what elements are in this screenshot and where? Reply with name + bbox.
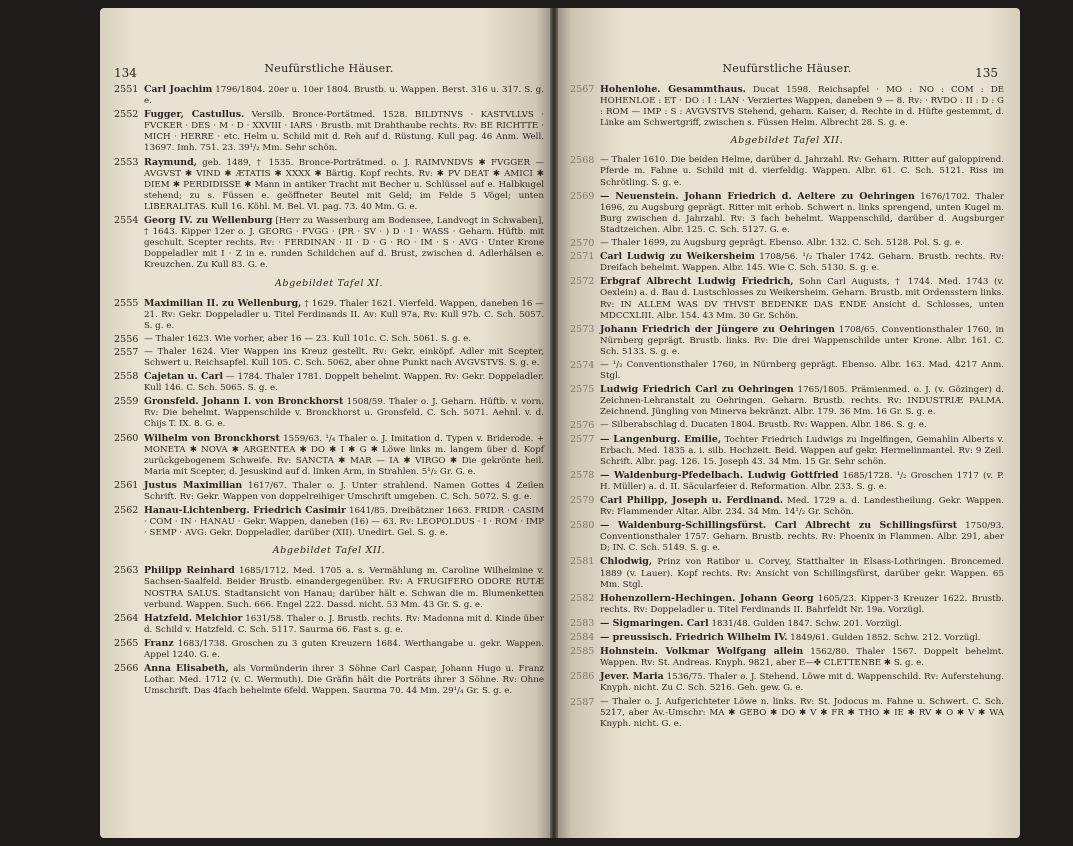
entry-name: Gronsfeld. Johann I. von Bronckhorst [144, 396, 344, 408]
lot-number: 2551 [114, 84, 139, 95]
catalog-entry [570, 593, 1004, 616]
catalog-entry [570, 360, 1004, 382]
catalog-entry [570, 324, 1004, 358]
entry-description: — Thaler 1610. Die beiden Helme, darüber d. Jahrzahl. Rv: Geharn. Ritter auf galoppirend. Pferde m. Fahne u. Schild mit d. vierfeldig. Wappen. Albr. 61. C. Sch. 5121. Riss im Schrötling. S. g. e. [600, 155, 1004, 188]
lot-number: 2584 [570, 632, 595, 644]
entry-name: Fugger, Castullus. [144, 109, 245, 121]
catalog-entry [114, 215, 544, 271]
entry-name: — Sigmaringen. Carl [600, 617, 709, 629]
entry-description: — 1784. Thaler 1781. Doppelt behelmt. Wappen. Rv: Gekr. Doppeladler. Kull 146. C. Sch. 5065. S. g. e. [144, 372, 545, 394]
entry-name: Anna Elisabeth, [144, 663, 229, 675]
catalog-entry [570, 632, 1004, 644]
lot-number: 2565 [114, 637, 139, 649]
entry-description: 1708/56. ¹/₂ Thaler 1742. Geharn. Brustb. rechts. Rv: Dreifach behelmt. Wappen. Albr. 145. Wie C. Sch. 5130. S. g. e. [600, 252, 1004, 274]
entry-name: Franz [144, 637, 174, 649]
entry-description: 1641/85. Dreibätzner 1663. FRIDR · CASIM · COM · IN · HANAU · Gekr. Wappen, daneben (16) — 63. Rv: LEOPOLDUS · I · ROM · IMP · SEMP · AVG: Gekr. Doppeladler, darüber (XII). Unedirt. Gel. S. g. e. [144, 506, 544, 539]
catalog-entry [114, 334, 544, 345]
catalog-entry [114, 613, 544, 636]
entry-name: Justus Maximilian [144, 479, 243, 491]
catalog-entry [570, 520, 1004, 554]
catalog-entry [114, 396, 544, 430]
lot-number: 2572 [570, 276, 595, 288]
lot-number: 2557 [114, 346, 139, 358]
lot-number: 2579 [570, 495, 595, 506]
catalog-entry [570, 191, 1004, 236]
entry-description: geb. 1489, † 1535. Bronce-Porträtmed. o. J. RAIMVNDVS ✱ FVGGER — AVGVST ✱ VIND ✱ ÆTATIS ✱ XXXX ✱ Bärtig. Kopf rechts. Rv: ✱ PV DEAT ✱ AMICI ✱ DIEM ✱ PERDIDISSE ✱ Mann in antiker Tracht mit Becher u. Schlüssel auf e. Halbkugel stehend; zu s. Füssen e. geöffneter Beutel mit Geld; im Felde 5 Vögel; unten LIBERALITAS. Kull 16. Köhl. M. Bel. VI. pag. 73. 40 Mm. G. e. [144, 157, 545, 212]
catalog-entry [570, 434, 1004, 468]
page-number: 135 [975, 66, 998, 80]
left-page-header [114, 58, 544, 84]
lot-number: 2563 [114, 565, 139, 577]
entry-description: 1536/75. Thaler o. J. Stehend. Löwe mit d. Wappenschild. Rv: Auferstehung. Knyph. nicht. Zu C. Sch. 5216. Geh. gew. G. e. [600, 672, 1004, 694]
catalog-entry [570, 697, 1004, 730]
entry-description: 1685/1712. Med. 1705 a. s. Vermählung m. Caroline Wilhelmine v. Sachsen-Saalfeld. Beider Brustb. einandergegenüber. Rv: A FRUGIFERO ODORE RUTÆ NOSTRA SALUS. Stadtansicht von Hanau; darüber hält e. Schwan die m. Blumenketten verbund. Wappen. Such. 666. Engel 222. Dassd. nicht. 53 Mm. 43 Gr. S. g. e. [144, 566, 544, 610]
catalog-entry [570, 618, 1004, 630]
catalog-entry [114, 480, 544, 503]
catalog-entry [570, 276, 1004, 321]
lot-number: 2585 [570, 646, 595, 658]
entry-description: — ¹/₂ Conventionsthaler 1760, in Nürnberg geprägt. Ebenso. Albr. 163. Mad. 4217 Anm. Stgl. [600, 359, 1004, 382]
entry-description: 1750/93. Conventionsthaler 1757. Geharn. Brustb. rechts. Rv: Phoenix in Flammen. Albr. 291, aber D; IN. C. Sch. 5149. S. g. e. [600, 521, 1004, 554]
entry-description: 1708/65. Conventionsthaler 1760, in Nürnberg geprägt. Brustb. links. Rv: Die drei Wappenschilde unter Krone. Albr. 161. C. Sch. 5133. S. g. e. [600, 324, 1005, 357]
lot-number: 2577 [570, 433, 595, 445]
lot-number: 2555 [114, 297, 139, 309]
catalog-entry [570, 671, 1004, 694]
lot-number: 2566 [114, 663, 139, 675]
entry-description: — Thaler 1624. Vier Wappen ins Kreuz gestellt. Rv: Gekr. einköpf. Adler mit Scepter, Schwert u. Reichsapfel. Kull 105. C. Sch. 5062, aber ohne Punkt nach AVGVSTVS. S. g. e. [144, 346, 544, 368]
catalog-entry [570, 556, 1004, 590]
catalog-entry [114, 433, 544, 478]
entry-name: — Neuenstein. Johann Friedrich d. Aeltere zu Oehringen [600, 190, 915, 202]
entry-description: 1605/23. Kipper-3 Kreuzer 1622. Brustb. rechts. Rv: Doppeladler u. Titel Ferdinands II. Bahrfeldt Nr. 19a. Vorzügl. [600, 593, 1004, 615]
catalog-entry [114, 663, 544, 697]
catalog-entries [570, 84, 1004, 730]
entry-name: Hohenlohe. Gesammthaus. [600, 84, 746, 95]
entry-name: Wilhelm von Bronckhorst [144, 432, 280, 444]
catalog-entry [570, 646, 1004, 669]
entry-name: Carl Philipp, Joseph u. Ferdinand. [600, 495, 784, 506]
page-number: 134 [114, 66, 137, 80]
entry-name: — Langenburg. Emilie, [600, 433, 722, 445]
lot-number: 2571 [570, 251, 595, 263]
running-head: Neufürstliche Häuser. [722, 62, 852, 75]
entry-name: Johann Friedrich der Jüngere zu Oehringen [600, 323, 835, 335]
lot-number: 2564 [114, 612, 139, 624]
lot-number: 2574 [570, 359, 595, 371]
lot-number: 2553 [114, 156, 139, 168]
open-book [100, 8, 1020, 838]
catalog-entries [114, 84, 544, 697]
catalog-entry [114, 347, 544, 369]
lot-number: 2575 [570, 384, 595, 396]
lot-number: 2559 [114, 396, 139, 408]
entry-name: — Waldenburg-Schillingsfürst. Carl Albrecht zu Schillingsfürst [600, 520, 958, 532]
lot-number: 2580 [570, 520, 595, 532]
entry-description: Ducat 1598. Reichsapfel · MO : NO : COM : DE HOHENLOE : ET · DO : I : LAN · Verziertes Wappen, daneben 9 — 8. Rv: · RVDO : II : D : G : ROM — IMP : S : AVGVSTVS Stehend, geharn. Kaiser, d. Rechte in d. Hüfte gestemmt, d. Linke am Schwertgriff, zwischen s. Füssen Helm. Albrecht 28. S. g. e. [600, 85, 1004, 129]
entry-description: Prinz von Ratibor u. Corvey, Statthalter in Elsass-Lothringen. Broncemed. 1889 (v. Lauer). Kopf rechts. Rv: Ansicht von Schillingsfürst, darüber gekr. Wappen. 65 Mm. Stgl. [600, 557, 1005, 590]
entry-name: Hohenzollern-Hechingen. Johann Georg [600, 592, 814, 604]
entry-description: 1831/48. Gulden 1847. Schw. 201. Vorzügl. [711, 618, 902, 629]
entry-description: 1559/63. ¹/₄ Thaler o. J. Imitation d. Typen v. Briderode. + MONETA ✱ NOVA ✱ ARGENTEA ✱ DO ✱ I ✱ G ✱ Löwe links m. langem über d. Kopf zurückgebogenem Schweife. Rv: SANCTA ✱ MAR — IA ✱ VIRGO ✱ Die gekrönte heil. Maria mit Scepter, d. Jesuskind auf d. linken Arm, in Strahlen. 5¹/₂ Gr. G. e. [144, 433, 545, 477]
entry-name: Hatzfeld. Melchior [144, 612, 243, 624]
right-page-header [570, 58, 1004, 84]
catalog-entry [570, 155, 1004, 188]
entry-name: Chlodwig, [600, 556, 653, 568]
catalog-entry [570, 251, 1004, 274]
entry-name: Hanau-Lichtenberg. Friedrich Casimir [144, 505, 346, 517]
entry-name: Cajetan u. Carl [144, 371, 224, 383]
plate-reference: Abgebildet Tafel XII. [730, 135, 844, 147]
entry-description: 1562/80. Thaler 1567. Doppelt behelmt. Wappen. Rv: St. Andreas. Knyph. 9821, aber E—✤ CLETTENBE ✱ S. g. e. [600, 647, 1005, 669]
entry-description: 1617/67. Thaler o. J. Unter strahlend. Namen Gottes 4 Zeilen Schrift. Rv: Gekr. Wappen von doppelreihiger Umschrift umgeben. C. Sch. 5072. S. g. e. [144, 480, 544, 502]
catalog-entry [570, 84, 1004, 129]
entry-description: † 1629. Thaler 1621. Vierfeld. Wappen, daneben 16 — 21. Rv: Gekr. Doppeladler u. Titel Ferdinands II. Av: Kull 97a, Rv: Kull 97b. C. Sch. 5057. S. g. e. [144, 298, 544, 331]
entry-description: — Thaler 1623. Wie vorher, aber 16 — 23. Kull 101c. C. Sch. 5061. S. g. e. [144, 333, 472, 344]
entry-name: Maximilian II. zu Wellenburg, [144, 297, 302, 309]
plate-reference: Abgebildet Tafel XII. [272, 545, 386, 557]
lot-number: 2558 [114, 371, 139, 383]
book-spine [550, 8, 558, 838]
entry-description: Versilb. Bronce-Portätmed. 1528. BILDTNVS · KASTVLLVS · FVCKER · DES · M · D · XXVIII · IARS · Brustb. mit Drahthaube rechts. Rv: BE RICHTTE · MICH · HERRE · etc. Helm u. Schild mit d. Reh auf d. Rüstung. Kull pag. 46 Anm. Well. 13697. Imh. 751. 23. 39¹/₂ Mm. Sehr schön. [144, 110, 545, 154]
entry-description: 1685/1728. ¹/₂ Groschen 1717 (v. P. H. Müller) a. d. II. Säcularfeier d. Reformation. Albr. 233. S. g. e. [600, 470, 1004, 492]
entry-name: Carl Joachim [144, 84, 213, 95]
left-page [100, 8, 550, 838]
lot-number: 2560 [114, 432, 139, 444]
entry-description: Tochter Friedrich Ludwigs zu Ingelfingen, Gemahlin Alberts v. Erbach. Med. 1835 a. i. silb. Hochzeit. Beid. Wappen auf gekr. Hermelinmantel. Rv: 9 Zeil. Schrift. Albr. pag. 126. 15. Joseph 43. 34 Mm. 15 Gr. Sehr schön. [600, 434, 1004, 467]
entry-description: — Thaler 1699, zu Augsburg geprägt. Ebenso. Albr. 132. C. Sch. 5128. Pol. S. g. e. [600, 238, 963, 249]
lot-number: 2578 [570, 469, 595, 481]
catalog-entry [570, 470, 1004, 493]
entry-description: 1508/59. Thaler o. J. Geharn. Hüftb. v. vorn. Rv: Die behelmt. Wappenschilde v. Bronckhorst u. Gronsfeld. C. Sch. 5071. Aehnl. v. d. Chijs T. IX. 8. G. e. [144, 397, 545, 430]
entry-description: 1683/1738. Groschen zu 3 guten Kreuzern 1684. Werthangabe u. gekr. Wappen. Appel 1240. G. e. [144, 638, 545, 661]
lot-number: 2581 [570, 556, 595, 568]
lot-number: 2568 [570, 155, 595, 167]
entry-name: Jever. Maria [600, 671, 664, 683]
lot-number: 2567 [570, 84, 595, 95]
entry-name: Ludwig Friedrich Carl zu Oehringen [600, 384, 794, 396]
entry-name: Philipp Reinhard [144, 565, 235, 577]
entry-name: Georg IV. zu Wellenburg [144, 215, 273, 227]
entry-description: 1849/61. Gulden 1852. Schw. 212. Vorzügl. [790, 633, 981, 644]
lot-number: 2583 [570, 617, 595, 629]
lot-number: 2554 [114, 215, 139, 227]
catalog-entry [114, 565, 544, 610]
entry-description: — Thaler o. J. Aufgerichteter Löwe n. links. Rv: St. Jodocus m. Fahne u. Schwert. C. Sch. 5217, aber Av.-Umschr: MA ✱ GEBO ✱ DO ✱ V ✱ FR ✱ THO ✱ IE ✱ RV ✱ O ✱ V ✱ WA Knyph. nicht. G. e. [600, 696, 1004, 729]
entry-description: 1631/58. Thaler o. J. Brustb. rechts. Rv: Madonna mit d. Kinde über d. Schild v. Hatzfeld. C. Sch. 5117. Saurma 66. Fast s. g. e. [144, 613, 544, 635]
entry-name: Raymund, [144, 156, 197, 168]
catalog-entry [114, 638, 544, 661]
lot-number: 2573 [570, 323, 595, 335]
plate-reference: Abgebildet Tafel XI. [274, 277, 384, 289]
lot-number: 2569 [570, 190, 595, 202]
lot-number: 2570 [570, 238, 595, 250]
entry-name: — preussisch. Friedrich Wilhelm IV. [600, 632, 788, 644]
entry-description: — Silberabschlag d. Ducaten 1804. Brustb. Rv: Wappen. Albr. 186. S. g. e. [600, 420, 927, 431]
entry-description: [Herr zu Wasserburg am Bodensee, Landvogt in Schwaben], † 1643. Kipper 12er o. J. GEORG · FVGG · (PR · SV · ) D · I · WASS · Geharn. Hüftb. mit geschult. Scepter rechts. Rv: · FERDINAN · II · D · G · RO · IM · S · AVG · Unter Krone Doppeladler mit I · Z in e. runden Schildchen auf d. Brust, zwischen d. Adlerhälsen e. Kreuzchen. Zu Kull 83. G. e. [144, 216, 544, 271]
entry-name: Erbgraf Albrecht Ludwig Friedrich, [600, 276, 794, 288]
entry-description: Sohn Carl Augusts, † 1744. Med. 1743 (v. Oexlein) a. d. Bau d. Lustschlosses zu Weikersheim. Geharn. Brustb. mit Ordensstern links. Rv: IN ALLEM WAS DV THVST BEDENKE DAS ENDE Ansicht d. Schlosses, unten MDCCXLIII. Albr. 154. 43 Mm. 30 Gr. Schön. [600, 277, 1004, 321]
lot-number: 2562 [114, 505, 139, 517]
catalog-entry [114, 157, 544, 213]
lot-number: 2587 [570, 696, 595, 708]
running-head: Neufürstliche Häuser. [264, 62, 394, 75]
catalog-entry [114, 109, 544, 154]
lot-number: 2552 [114, 109, 139, 121]
entry-name: Hohnstein. Volkmar Wolfgang allein [600, 646, 804, 658]
catalog-entry [114, 505, 544, 539]
lot-number: 2556 [114, 333, 139, 345]
entry-description: 1676/1702. Thaler 1696, zu Augsburg geprägt. Ritter mit erhob. Schwert n. links sprengend, unten Kugel m. Burg zwischen d. Jahrzahl. Rv: 3 fach behelmt. Wappenschild, darüber d. Augsburger Stadtzeichen. Albr. 125. C. Sch. 5127. G. e. [600, 191, 1005, 235]
lot-number: 2561 [114, 479, 139, 491]
lot-number: 2582 [570, 592, 595, 604]
catalog-entry [114, 298, 544, 332]
catalog-entry [570, 384, 1004, 418]
catalog-entry [570, 495, 1004, 518]
right-page [558, 8, 1020, 838]
entry-description: als Vormünderin ihrer 3 Söhne Carl Caspar, Johann Hugo u. Franz Lothar. Med. 1712 (v. C. Wermuth). Die Gräfin hält die Porträts ihrer 3 Söhne. Rv: Ohne Umschrift. Das 4fach behelmte 6feld. Wappen. Saurma 70. 44 Mm. 29¹/₄ Gr. S. g. e. [144, 664, 544, 697]
entry-description: 1765/1805. Prämienmed. o. J. (v. Gözinger) d. Zeichnen-Lehranstalt zu Oehringen. Geharn. Brustb. rechts. Rv: INDUSTRIÆ PALMA. Zeichnend. Jüngling von Minerva bekränzt. Albr. 179. 36 Mm. 16 Gr. S. g. e. [600, 385, 1005, 418]
catalog-entry [114, 84, 544, 107]
lot-number: 2586 [570, 671, 595, 683]
entry-description: 1796/1804. 20er u. 10er 1804. Brustb. u. Wappen. Berst. 316 u. 317. S. g. e. [144, 85, 544, 107]
entry-name: — Waldenburg-Pfedelbach. Ludwig Gottfried [600, 469, 839, 481]
catalog-entry [114, 371, 544, 394]
catalog-entry [570, 420, 1004, 431]
lot-number: 2576 [570, 420, 595, 432]
catalog-entry [570, 238, 1004, 249]
entry-name: Carl Ludwig zu Weikersheim [600, 251, 755, 263]
entry-description: Med. 1729 a. d. Landestheilung. Gekr. Wappen. Rv: Flammender Altar. Albr. 234. 34 Mm. 14¹/₂ Gr. Schön. [600, 496, 1004, 518]
